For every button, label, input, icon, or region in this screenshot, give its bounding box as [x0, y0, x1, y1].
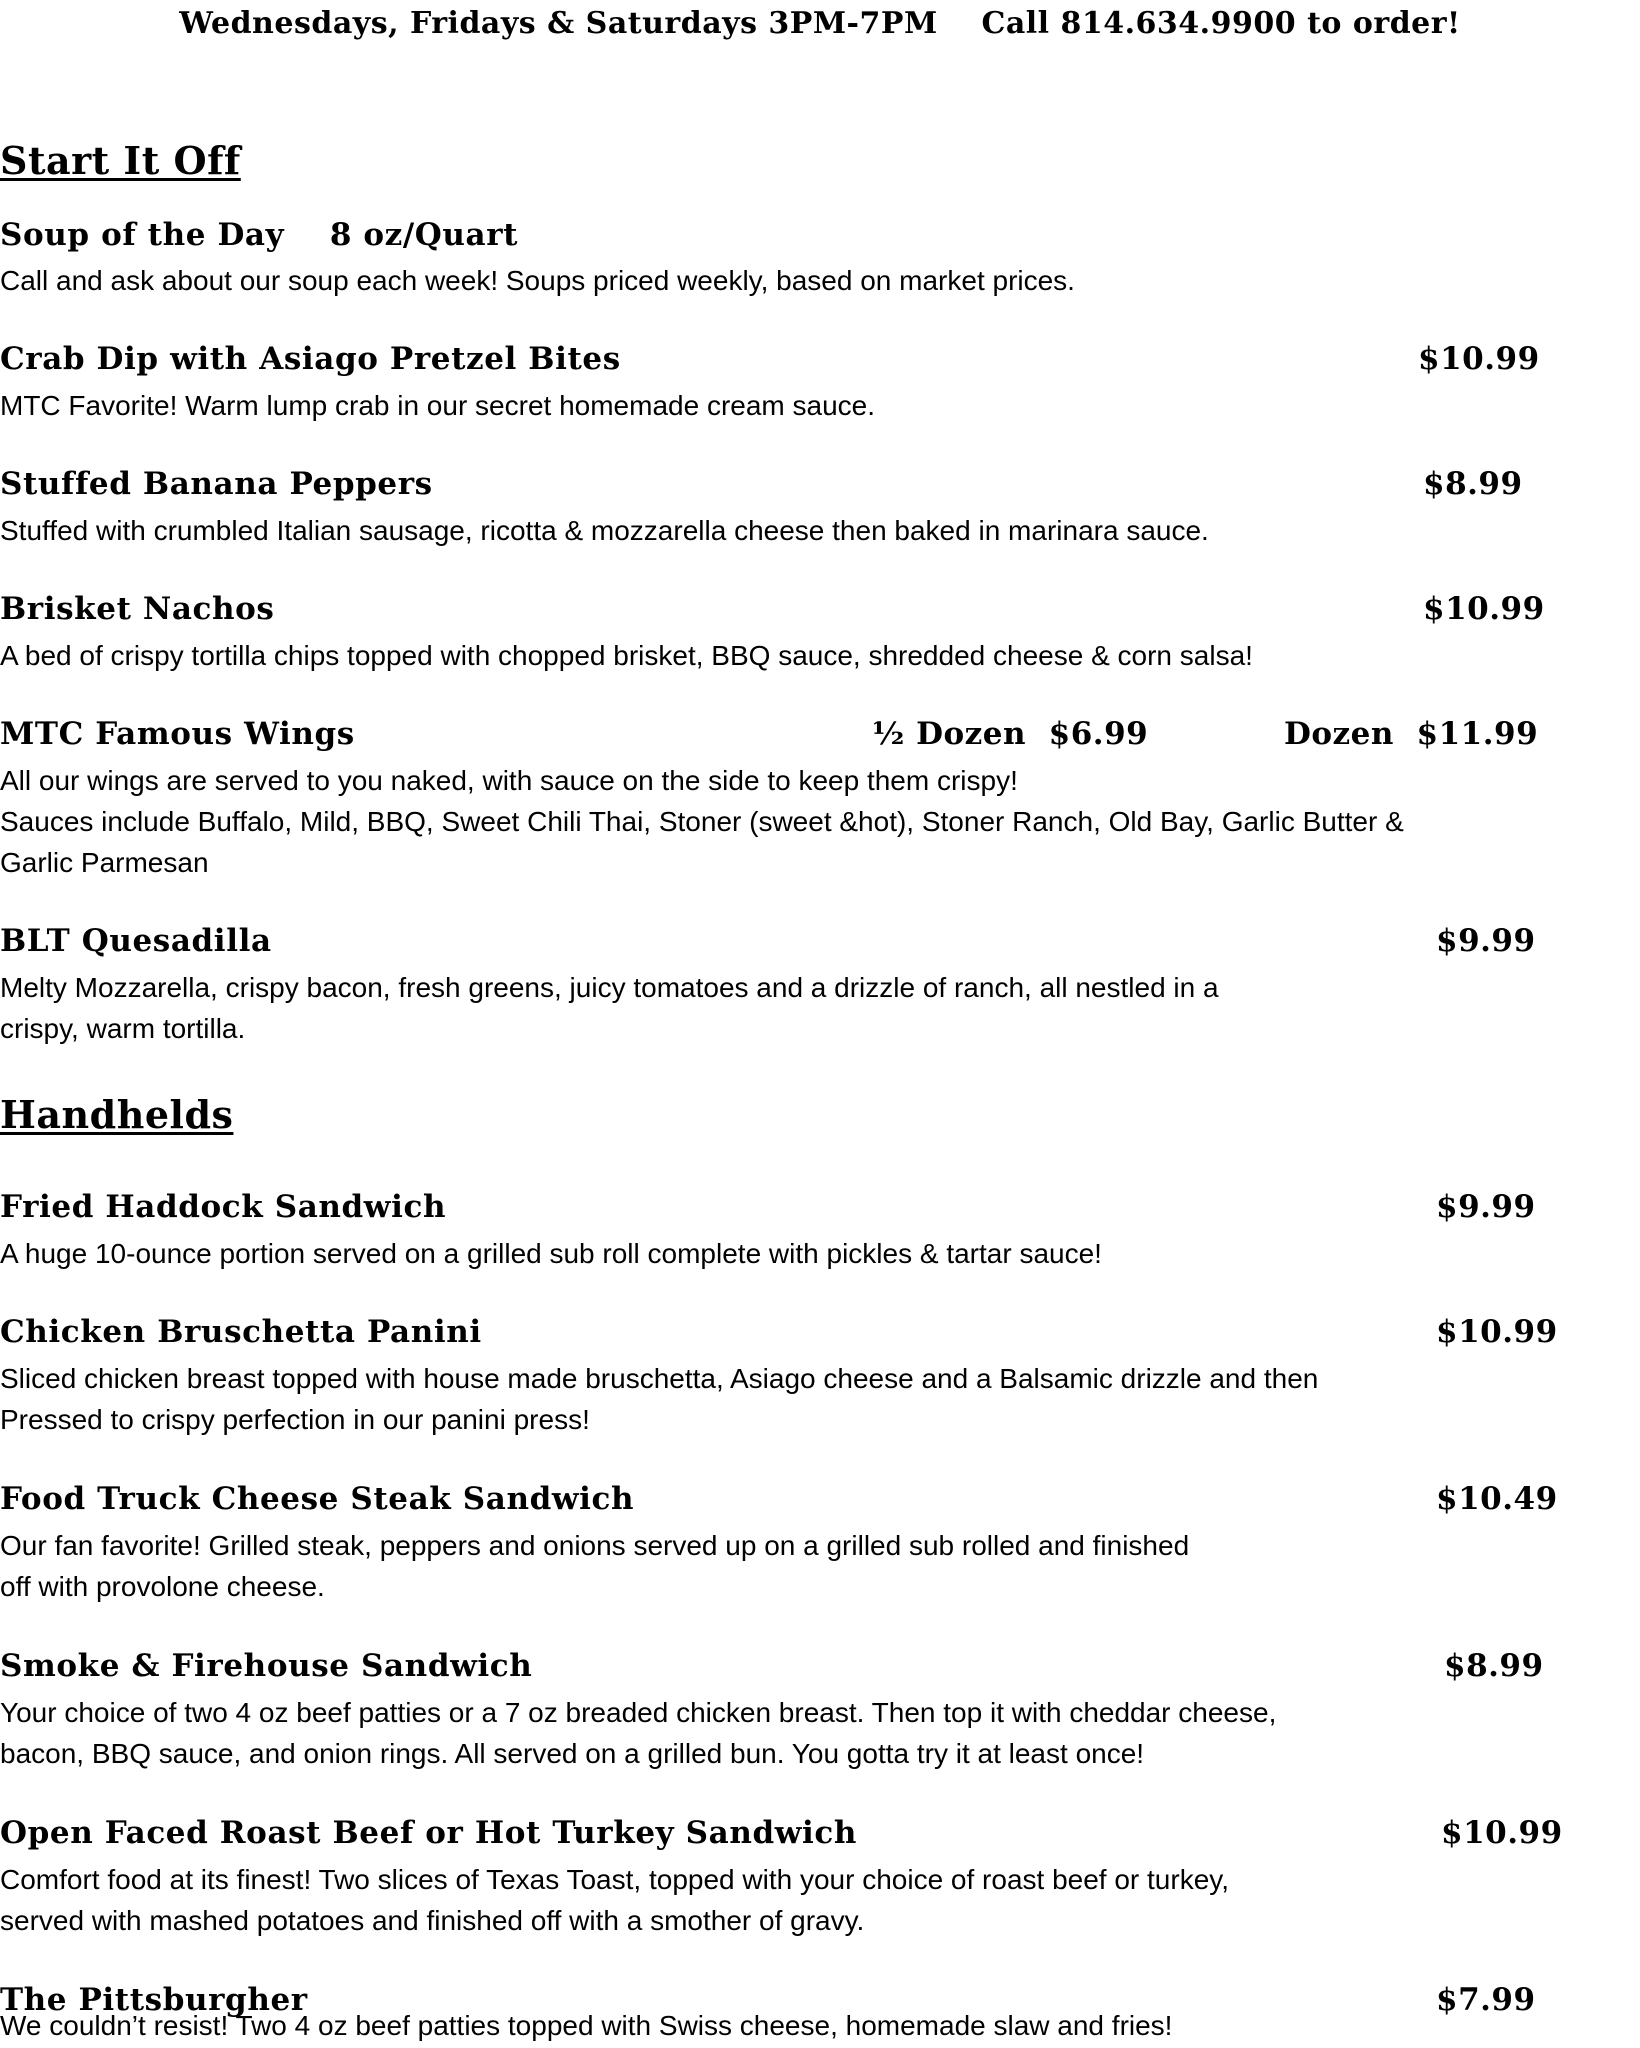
item-description: Garlic Parmesan — [0, 847, 209, 878]
item-name: Crab Dip with Asiago Pretzel Bites — [0, 341, 621, 377]
item-price: $10.99 — [1441, 1815, 1563, 1851]
item-description: A bed of crispy tortilla chips topped with chopped brisket, BBQ sauce, shredded cheese & corn salsa! — [0, 640, 1253, 671]
item-description: crispy, warm tortilla. — [0, 1013, 246, 1044]
item-price: $9.99 — [1436, 1189, 1536, 1225]
item-price: $7.99 — [1436, 1982, 1536, 2018]
item-name: Stuffed Banana Peppers — [0, 466, 433, 502]
item-name: Open Faced Roast Beef or Hot Turkey Sandwich — [0, 1815, 858, 1851]
item-price-dozen: Dozen $11.99 — [1284, 716, 1539, 752]
item-description: bacon, BBQ sauce, and onion rings. All served on a grilled bun. You gotta try it at least once! — [0, 1738, 1145, 1769]
item-description: Stuffed with crumbled Italian sausage, ricotta & mozzarella cheese then baked in marinara sauce. — [0, 515, 1209, 546]
hours-text: Wednesdays, Fridays & Saturdays 3PM-7PM — [179, 6, 938, 41]
menu-header — [0, 6, 1640, 41]
section-title-handhelds: Handhelds — [0, 1092, 234, 1137]
item-price: $9.99 — [1436, 923, 1536, 959]
item-description: Our fan favorite! Grilled steak, peppers and onions served up on a grilled sub rolled and finished — [0, 1530, 1190, 1561]
item-description: MTC Favorite! Warm lump crab in our secret homemade cream sauce. — [0, 390, 876, 421]
item-name: Smoke & Firehouse Sandwich — [0, 1648, 533, 1684]
order-phone-text: Call 814.634.9900 to order! — [981, 6, 1461, 41]
menu-item-title — [0, 217, 518, 253]
item-description: Comfort food at its finest! Two slices of Texas Toast, topped with your choice of roast beef or turkey, — [0, 1864, 1229, 1895]
section-title-start-it-off: Start It Off — [0, 138, 241, 183]
item-description: Sauces include Buffalo, Mild, BBQ, Sweet Chili Thai, Stoner (sweet &hot), Stoner Ranch, Old Bay, Garlic Butter & — [0, 806, 1404, 837]
item-price: $8.99 — [1444, 1648, 1544, 1684]
item-description: Pressed to crispy perfection in our panini press! — [0, 1404, 590, 1435]
item-description: off with provolone cheese. — [0, 1571, 325, 1602]
item-description: served with mashed potatoes and finished off with a smother of gravy. — [0, 1905, 865, 1936]
item-price: $10.99 — [1423, 591, 1545, 627]
item-name: The Pittsburgher — [0, 1982, 308, 2018]
item-price: $10.99 — [1418, 341, 1540, 377]
item-name: Fried Haddock Sandwich — [0, 1189, 447, 1225]
item-price: $10.49 — [1436, 1481, 1558, 1517]
item-description: Call and ask about our soup each week! Soups priced weekly, based on market prices. — [0, 265, 1075, 296]
item-price: $8.99 — [1423, 466, 1523, 502]
item-description: Your choice of two 4 oz beef patties or a 7 oz breaded chicken breast. Then top it with cheddar cheese, — [0, 1697, 1277, 1728]
item-description: A huge 10-ounce portion served on a grilled sub roll complete with pickles & tartar sauce! — [0, 1238, 1102, 1269]
item-price-half-dozen: ½ Dozen $6.99 — [872, 716, 1149, 752]
item-name: MTC Famous Wings — [0, 716, 355, 752]
item-name: Food Truck Cheese Steak Sandwich — [0, 1481, 635, 1517]
item-description: All our wings are served to you naked, with sauce on the side to keep them crispy! — [0, 765, 1018, 796]
item-name: Soup of the Day — [0, 217, 285, 253]
item-description: Melty Mozzarella, crispy bacon, fresh greens, juicy tomatoes and a drizzle of ranch, all nestled in a — [0, 972, 1219, 1003]
item-name: BLT Quesadilla — [0, 923, 272, 959]
item-name: Chicken Bruschetta Panini — [0, 1314, 482, 1350]
item-size: 8 oz/Quart — [329, 217, 519, 253]
item-description: We couldn’t resist! Two 4 oz beef patties topped with Swiss cheese, homemade slaw and fries! — [0, 2010, 1173, 2041]
item-name: Brisket Nachos — [0, 591, 275, 627]
item-price: $10.99 — [1436, 1314, 1558, 1350]
item-description: Sliced chicken breast topped with house made bruschetta, Asiago cheese and a Balsamic drizzle and then — [0, 1363, 1319, 1394]
